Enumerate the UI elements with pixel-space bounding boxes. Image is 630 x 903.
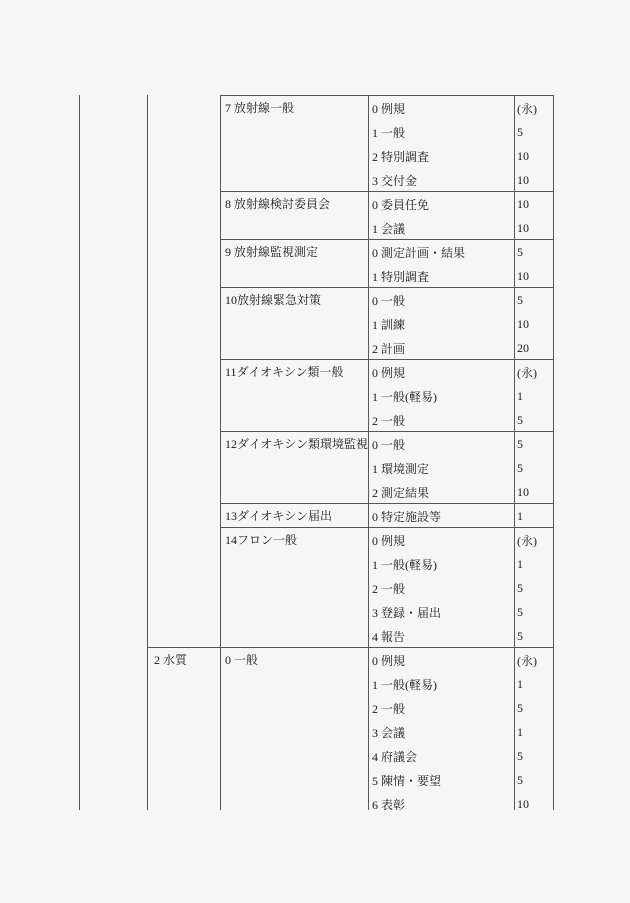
table-row: [368, 696, 553, 720]
table-row: [368, 552, 553, 576]
item-name-cell: 3 交付金: [372, 173, 418, 188]
item-name-cell: 0 特定施設等: [372, 509, 442, 524]
item-name-cell: 1 一般(軽易): [372, 677, 437, 692]
item-name-cell: 0 委員任免: [372, 197, 430, 212]
item-name-cell: 0 測定計画・結果: [372, 245, 466, 260]
group-row: [147, 647, 553, 810]
group-title-cell: 7 放射線一般: [225, 101, 295, 115]
table-row: [368, 624, 553, 648]
group-items: [368, 648, 553, 810]
item-name-cell: 6 表彰: [372, 797, 406, 810]
retention-period-cell: (永): [517, 365, 537, 380]
group-title-cell: 9 放射線監視測定: [225, 245, 319, 259]
item-name-cell: 3 登録・届出: [372, 605, 442, 620]
retention-period-cell: 5: [517, 772, 523, 787]
table-row: [368, 408, 553, 432]
group-title-cell: 12ダイオキシン類環境監視: [225, 437, 368, 451]
item-name-cell: 5 陳情・要望: [372, 773, 442, 788]
table-row: [368, 144, 553, 168]
item-name-cell: 1 一般(軽易): [372, 389, 437, 404]
table-row: [368, 576, 553, 600]
item-name-cell: 1 会議: [372, 221, 406, 236]
table-row: [368, 480, 553, 504]
item-name-cell: 2 一般: [372, 413, 406, 428]
item-name-cell: 0 例規: [372, 365, 406, 380]
retention-period-cell: (永): [517, 653, 537, 668]
group-title-cell: 11ダイオキシン類一般: [225, 365, 344, 379]
retention-period-cell: 10: [517, 172, 529, 187]
table-row: [368, 192, 553, 216]
group-items: [368, 192, 553, 240]
item-name-cell: 1 一般: [372, 125, 406, 140]
retention-period-cell: 5: [517, 244, 523, 259]
table-row: [368, 168, 553, 192]
group-items: [368, 240, 553, 288]
retention-period-cell: (永): [517, 533, 537, 548]
table-row: [368, 240, 553, 264]
table-row: [368, 648, 553, 672]
item-name-cell: 2 計画: [372, 341, 406, 356]
retention-period-cell: 5: [517, 748, 523, 763]
group-items: [368, 360, 553, 432]
retention-period-cell: 5: [517, 292, 523, 307]
retention-period-cell: 20: [517, 340, 529, 355]
group-title-cell: 8 放射線検討委員会: [225, 197, 331, 211]
item-name-cell: 1 特別調査: [372, 269, 430, 284]
retention-period-cell: 10: [517, 316, 529, 331]
col-divider-line: [553, 95, 554, 810]
retention-period-cell: 5: [517, 460, 523, 475]
retention-period-cell: 10: [517, 268, 529, 283]
retention-period-cell: 1: [517, 508, 523, 523]
table-row: [368, 768, 553, 792]
retention-period-cell: 10: [517, 220, 529, 235]
item-name-cell: 0 例規: [372, 653, 406, 668]
table-row: [368, 672, 553, 696]
table-row: [368, 720, 553, 744]
table-row: [368, 384, 553, 408]
item-name-cell: 3 会議: [372, 725, 406, 740]
item-name-cell: 2 特別調査: [372, 149, 430, 164]
retention-period-cell: 1: [517, 556, 523, 571]
retention-period-cell: 5: [517, 700, 523, 715]
table-row: [368, 216, 553, 240]
item-name-cell: 1 一般(軽易): [372, 557, 437, 572]
item-name-cell: 4 報告: [372, 629, 406, 644]
table-row: [368, 120, 553, 144]
table-row: [368, 456, 553, 480]
retention-period-cell: 5: [517, 580, 523, 595]
retention-period-cell: 10: [517, 484, 529, 499]
table-row: [368, 528, 553, 552]
group-items: [368, 288, 553, 360]
table-row: [368, 600, 553, 624]
retention-period-cell: 5: [517, 412, 523, 427]
item-name-cell: 2 測定結果: [372, 485, 430, 500]
table-row: [368, 432, 553, 456]
item-name-cell: 0 一般: [372, 437, 406, 452]
group-title-cell: 13ダイオキシン届出: [225, 509, 332, 523]
retention-period-cell: (永): [517, 101, 537, 116]
table-row: [368, 96, 553, 120]
item-name-cell: 2 一般: [372, 701, 406, 716]
table-row: [368, 792, 553, 810]
retention-period-cell: 5: [517, 604, 523, 619]
item-name-cell: 1 環境測定: [372, 461, 430, 476]
group-row: [220, 191, 553, 239]
group-row: [220, 95, 553, 191]
table-row: [368, 360, 553, 384]
group-items: [368, 528, 553, 648]
retention-period-cell: 1: [517, 724, 523, 739]
group-title-cell: 10放射線緊急対策: [225, 293, 322, 307]
item-name-cell: 0 例規: [372, 533, 406, 548]
item-name-cell: 4 府議会: [372, 749, 418, 764]
table-row: [368, 312, 553, 336]
retention-period-cell: 5: [517, 628, 523, 643]
group-row: [220, 287, 553, 359]
item-name-cell: 0 一般: [372, 293, 406, 308]
group-row: [220, 527, 553, 647]
group-items: [368, 432, 553, 504]
table-row: [368, 264, 553, 288]
retention-period-cell: 1: [517, 676, 523, 691]
item-name-cell: 0 例規: [372, 101, 406, 116]
retention-period-cell: 10: [517, 148, 529, 163]
category-cell: 2 水質: [154, 653, 188, 667]
retention-period-cell: 5: [517, 124, 523, 139]
group-items: [368, 96, 553, 192]
retention-schedule-table: [79, 95, 554, 810]
item-name-cell: 2 一般: [372, 581, 406, 596]
group-row: [220, 239, 553, 287]
table-row: [368, 744, 553, 768]
item-name-cell: 1 訓練: [372, 317, 406, 332]
table-row: [368, 504, 553, 528]
col-divider-line: [79, 95, 80, 810]
retention-period-cell: 10: [517, 796, 529, 810]
table-row: [368, 288, 553, 312]
group-title-cell: 14フロン一般: [225, 533, 298, 547]
retention-period-cell: 5: [517, 436, 523, 451]
group-title-cell: 0 一般: [225, 653, 259, 667]
group-items: [368, 504, 553, 528]
group-row: [220, 359, 553, 431]
table-row: [368, 336, 553, 360]
group-row: [220, 503, 553, 527]
group-row: [220, 431, 553, 503]
retention-period-cell: 10: [517, 196, 529, 211]
retention-period-cell: 1: [517, 388, 523, 403]
